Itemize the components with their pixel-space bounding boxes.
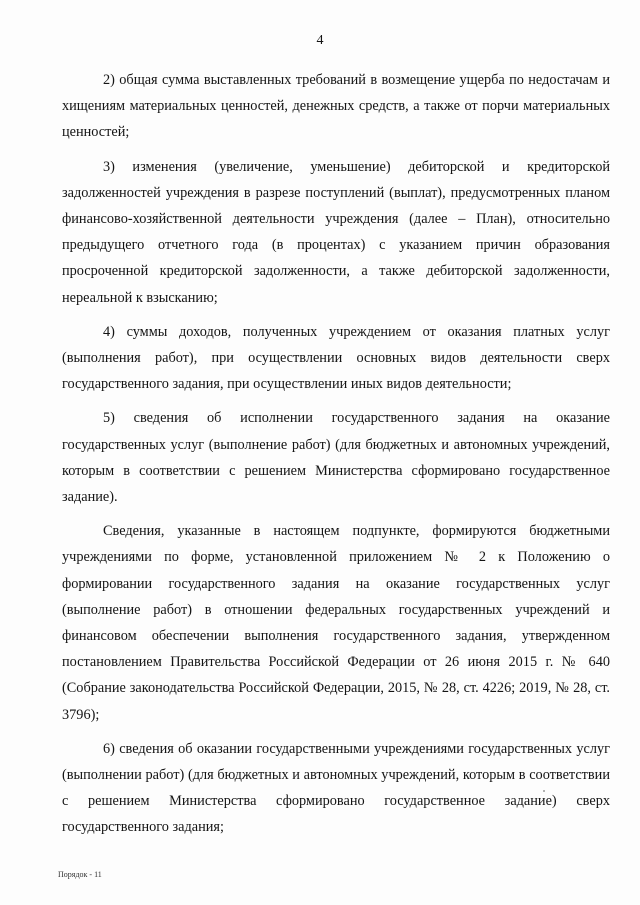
page-number: 4 <box>316 33 324 48</box>
document-body <box>62 67 610 849</box>
paragraph-item-5: 5) сведения об исполнении государственного задания на оказание государственных услуг (выполнение работ) (для бюджетных и автономных учреждений, которым в соответствии с решением Министерства сформировано государственное задание). <box>62 410 610 506</box>
paragraph-item-6: 6) сведения об оказании государственными учреждениями государственных услуг (выполнении работ) (для бюджетных и автономных учреждений, которым в соответствии с решением Министерства сформировано государственное задание) сверх государственного задания; <box>62 740 610 836</box>
page-footer: Порядок - 11 <box>58 870 102 879</box>
paragraph-info-note: Сведения, указанные в настоящем подпункте, формируются бюджетными учреждениями по форме, установленной приложением № 2 к Положению о формировании государственного задания на оказание государственных услуг (выполнение работ) в отношении федеральных государственных учреждений и финансовом обеспечении выполнения государственного задания, утвержденном постановлением Правительства Российской Федерации от 26 июня 2015 г. № 640 (Собрание законодательства Российской Федерации, 2015, № 28, ст. 4226; 2019, № 28, ст. 3796); <box>62 523 610 723</box>
scan-speck <box>543 790 545 792</box>
paragraph-item-3: 3) изменения (увеличение, уменьшение) дебиторской и кредиторской задолженностей учреждения в разрезе поступлений (выплат), предусмотренных планом финансово-хозяйственной деятельности учреждения (далее – План), относительно предыдущего отчетного года (в процентах) с указанием причин образования просроченной кредиторской задолженности, а также дебиторской задолженности, нереальной к взысканию; <box>62 158 610 306</box>
paragraph-item-4: 4) суммы доходов, полученных учреждением от оказания платных услуг (выполнения работ), при осуществлении основных видов деятельности сверх государственного задания, при осуществлении иных видов деятельности; <box>62 323 610 393</box>
paragraph-item-2: 2) общая сумма выставленных требований в возмещение ущерба по недостачам и хищениям материальных ценностей, денежных средств, а также от порчи материальных ценностей; <box>62 72 610 141</box>
